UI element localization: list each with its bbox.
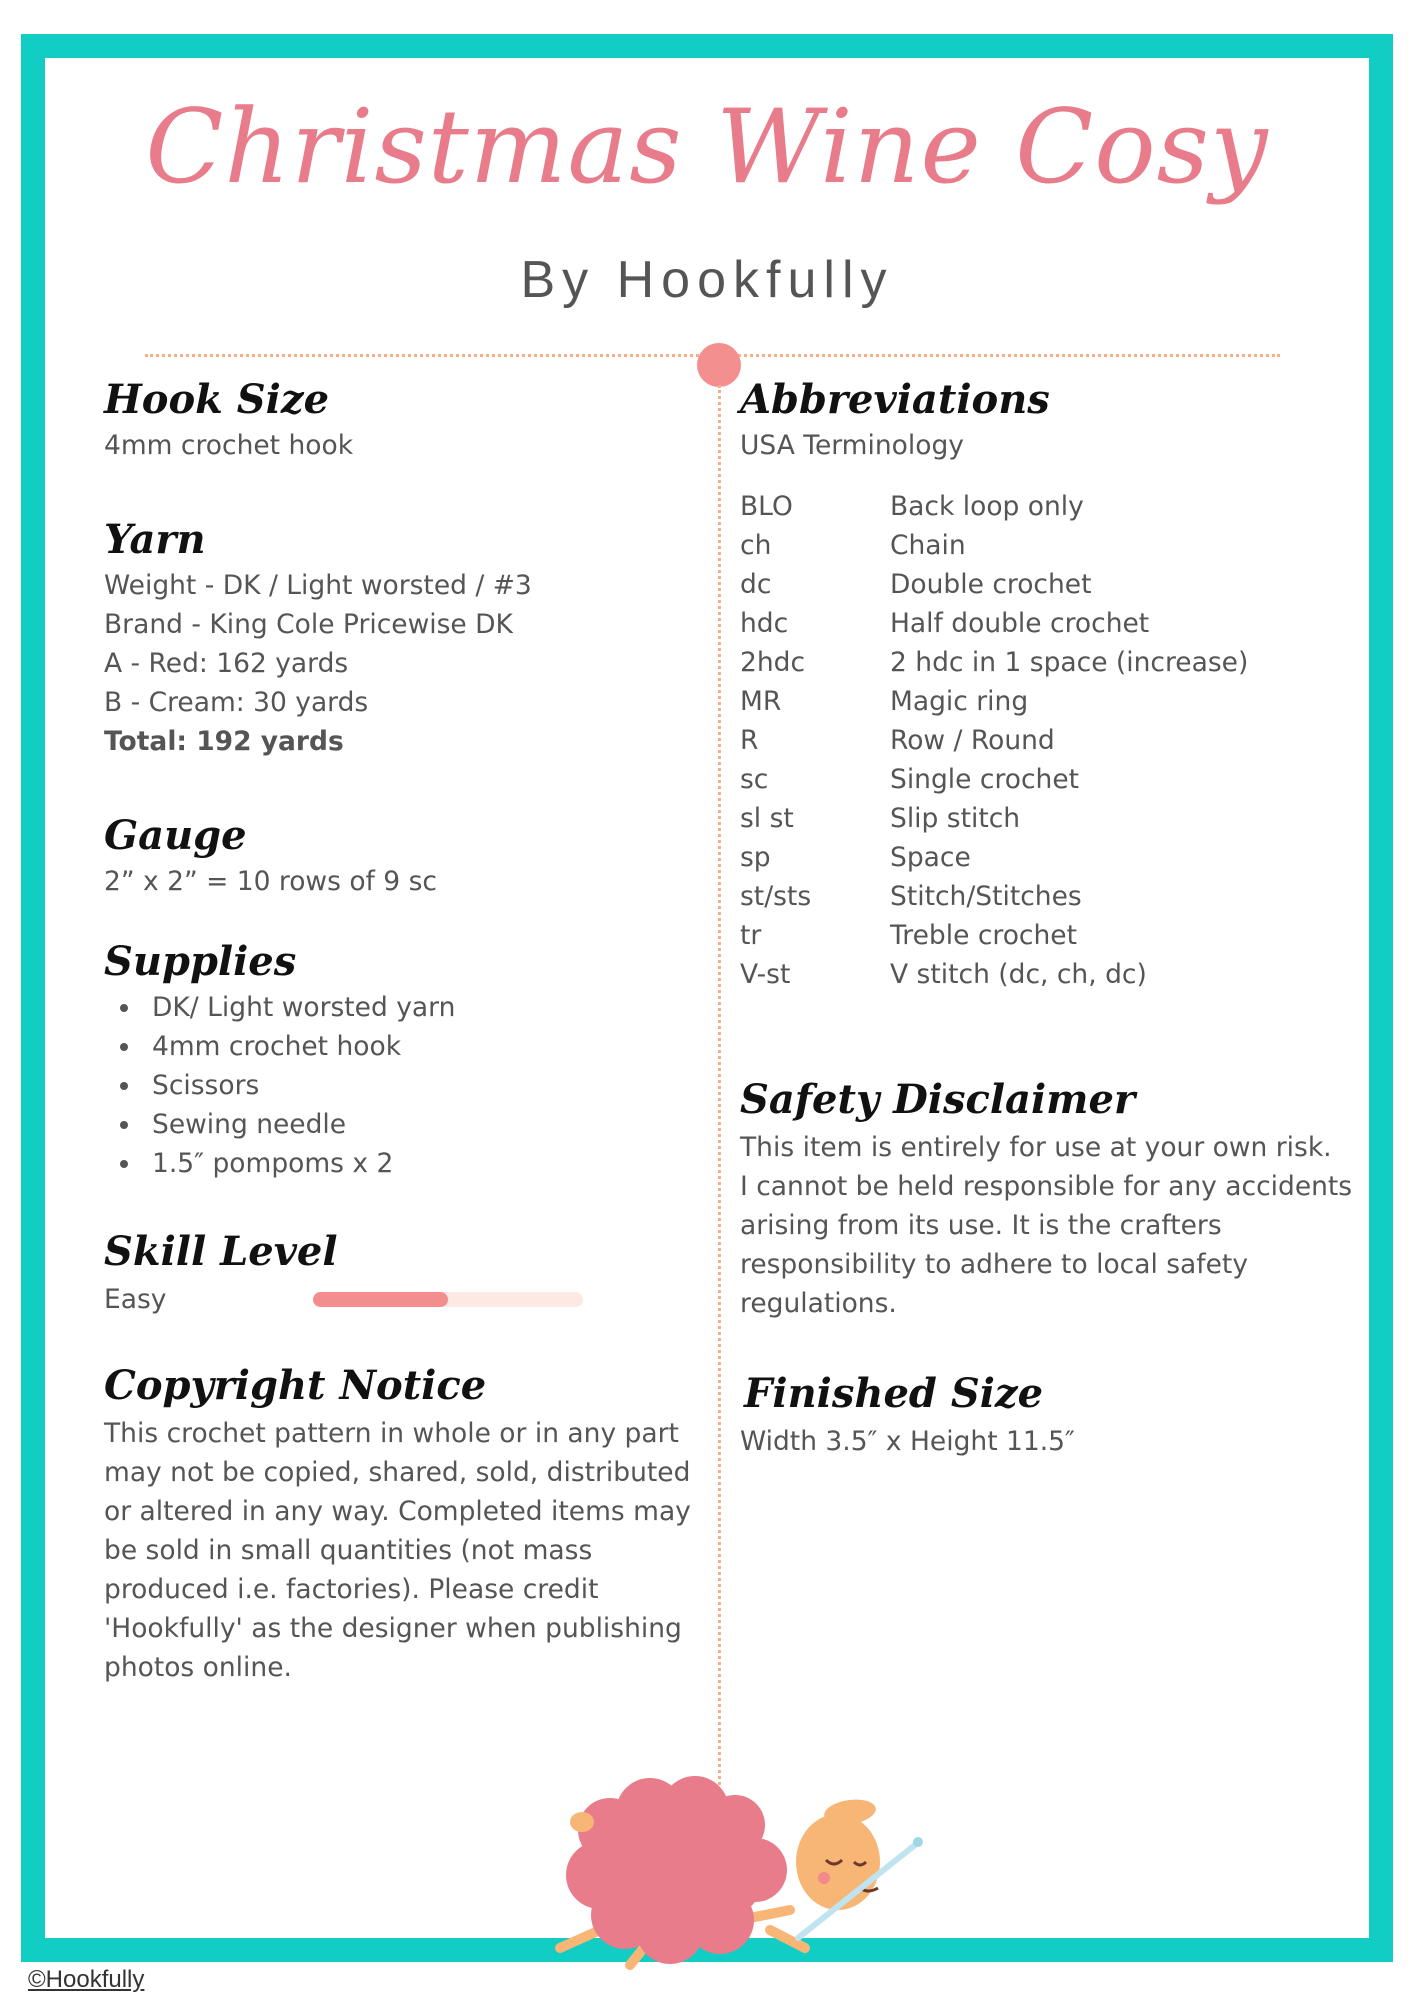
footer-credit: ©Hookfully bbox=[28, 1966, 145, 1993]
page-subtitle: By Hookfully bbox=[520, 251, 894, 309]
abbreviation-meaning: 2 hdc in 1 space (increase) bbox=[890, 647, 1249, 678]
finished-size-text: Width 3.5″ x Height 11.5″ bbox=[740, 1426, 1075, 1457]
abbreviation-row bbox=[740, 760, 1248, 799]
hook-size-section bbox=[104, 378, 353, 465]
safety-line: This item is entirely for use at your own risk. bbox=[740, 1132, 1332, 1163]
abbreviation-meaning: Chain bbox=[890, 530, 966, 561]
abbreviation-row bbox=[740, 721, 1248, 760]
copyright-line: produced i.e. factories). Please credit bbox=[104, 1574, 599, 1605]
abbreviation-key: st/sts bbox=[740, 881, 812, 912]
yarn-brand: Brand - King Cole Pricewise DK bbox=[104, 609, 513, 640]
abbreviation-key: sc bbox=[740, 764, 769, 795]
gauge-text: 2” x 2” = 10 rows of 9 sc bbox=[104, 866, 437, 897]
abbreviation-row bbox=[740, 838, 1248, 877]
abbreviation-row bbox=[740, 487, 1248, 526]
divider-dot bbox=[697, 343, 741, 387]
copyright-line: photos online. bbox=[104, 1652, 292, 1683]
yarn-heading: Yarn bbox=[104, 516, 206, 563]
abbreviation-row bbox=[740, 604, 1248, 643]
safety-heading: Safety Disclaimer bbox=[740, 1076, 1136, 1123]
abbreviation-meaning: Space bbox=[890, 842, 971, 873]
abbreviation-key: R bbox=[740, 725, 759, 756]
abbreviation-key: BLO bbox=[740, 491, 793, 522]
finished-size-heading: Finished Size bbox=[744, 1370, 1044, 1417]
finished-size-section bbox=[740, 1370, 1075, 1461]
yarn-weight: Weight - DK / Light worsted / #3 bbox=[104, 570, 532, 601]
yarn-color-b: B - Cream: 30 yards bbox=[104, 687, 369, 718]
supplies-list bbox=[104, 988, 455, 1183]
yarn-section bbox=[104, 518, 532, 761]
abbreviation-meaning: Single crochet bbox=[890, 764, 1080, 795]
abbreviation-key: sp bbox=[740, 842, 771, 873]
abbreviation-row bbox=[740, 643, 1248, 682]
terminology-text: USA Terminology bbox=[740, 430, 964, 461]
abbreviation-row bbox=[740, 799, 1248, 838]
abbreviation-meaning: Magic ring bbox=[890, 686, 1029, 717]
abbreviation-meaning: Back loop only bbox=[890, 491, 1084, 522]
supplies-heading: Supplies bbox=[104, 938, 297, 985]
abbreviation-meaning: V stitch (dc, ch, dc) bbox=[890, 959, 1147, 990]
supplies-section bbox=[104, 940, 455, 1183]
abbreviations-table bbox=[740, 487, 1248, 994]
gauge-heading: Gauge bbox=[104, 812, 247, 859]
copyright-heading: Copyright Notice bbox=[104, 1362, 487, 1409]
abbreviations-heading: Abbreviations bbox=[740, 376, 1050, 423]
abbreviation-row bbox=[740, 955, 1248, 994]
safety-line: arising from its use. It is the crafters bbox=[740, 1210, 1222, 1241]
supplies-item: 1.5″ pompoms x 2 bbox=[104, 1144, 455, 1183]
safety-line: I cannot be held responsible for any accidents bbox=[740, 1171, 1353, 1202]
divider-vertical bbox=[718, 385, 721, 1820]
copyright-line: or altered in any way. Completed items may bbox=[104, 1496, 691, 1527]
supplies-item: 4mm crochet hook bbox=[104, 1027, 455, 1066]
copyright-line: be sold in small quantities (not mass bbox=[104, 1535, 593, 1566]
abbreviation-key: tr bbox=[740, 920, 762, 951]
skill-level-fill bbox=[313, 1292, 448, 1307]
abbreviation-meaning: Double crochet bbox=[890, 569, 1092, 600]
abbreviation-meaning: Stitch/Stitches bbox=[890, 881, 1082, 912]
skill-level-heading: Skill Level bbox=[104, 1228, 338, 1275]
skill-level-section bbox=[104, 1230, 338, 1319]
copyright-section bbox=[104, 1364, 714, 1687]
yarn-total: Total: 192 yards bbox=[104, 726, 344, 757]
hook-size-text: 4mm crochet hook bbox=[104, 430, 354, 461]
safety-line: responsibility to adhere to local safety bbox=[740, 1249, 1249, 1280]
gauge-section bbox=[104, 814, 437, 901]
page-title: Christmas Wine Cosy bbox=[145, 88, 1269, 207]
copyright-line: may not be copied, shared, sold, distributed bbox=[104, 1457, 691, 1488]
abbreviation-row bbox=[740, 916, 1248, 955]
supplies-item: Sewing needle bbox=[104, 1105, 455, 1144]
abbreviation-meaning: Slip stitch bbox=[890, 803, 1021, 834]
abbreviation-meaning: Row / Round bbox=[890, 725, 1055, 756]
abbreviation-key: dc bbox=[740, 569, 772, 600]
skill-level-text: Easy bbox=[104, 1284, 167, 1315]
abbreviations-section bbox=[740, 378, 1248, 994]
abbreviation-row bbox=[740, 565, 1248, 604]
abbreviation-key: sl st bbox=[740, 803, 794, 834]
safety-section bbox=[740, 1078, 1352, 1323]
copyright-line: 'Hookfully' as the designer when publishing bbox=[104, 1613, 682, 1644]
abbreviation-row bbox=[740, 877, 1248, 916]
supplies-item: DK/ Light worsted yarn bbox=[104, 988, 455, 1027]
abbreviation-row bbox=[740, 526, 1248, 565]
abbreviation-meaning: Treble crochet bbox=[890, 920, 1077, 951]
skill-level-bar bbox=[313, 1292, 583, 1307]
supplies-item: Scissors bbox=[104, 1066, 455, 1105]
abbreviation-key: 2hdc bbox=[740, 647, 806, 678]
yarn-color-a: A - Red: 162 yards bbox=[104, 648, 349, 679]
copyright-line: This crochet pattern in whole or in any part bbox=[104, 1418, 679, 1449]
hook-size-heading: Hook Size bbox=[104, 376, 330, 423]
abbreviation-meaning: Half double crochet bbox=[890, 608, 1150, 639]
abbreviation-row bbox=[740, 682, 1248, 721]
abbreviation-key: ch bbox=[740, 530, 772, 561]
abbreviation-key: MR bbox=[740, 686, 782, 717]
abbreviation-key: V-st bbox=[740, 959, 791, 990]
sheep-crochet-illustration bbox=[540, 1770, 940, 1970]
abbreviation-key: hdc bbox=[740, 608, 789, 639]
safety-line: regulations. bbox=[740, 1288, 897, 1319]
